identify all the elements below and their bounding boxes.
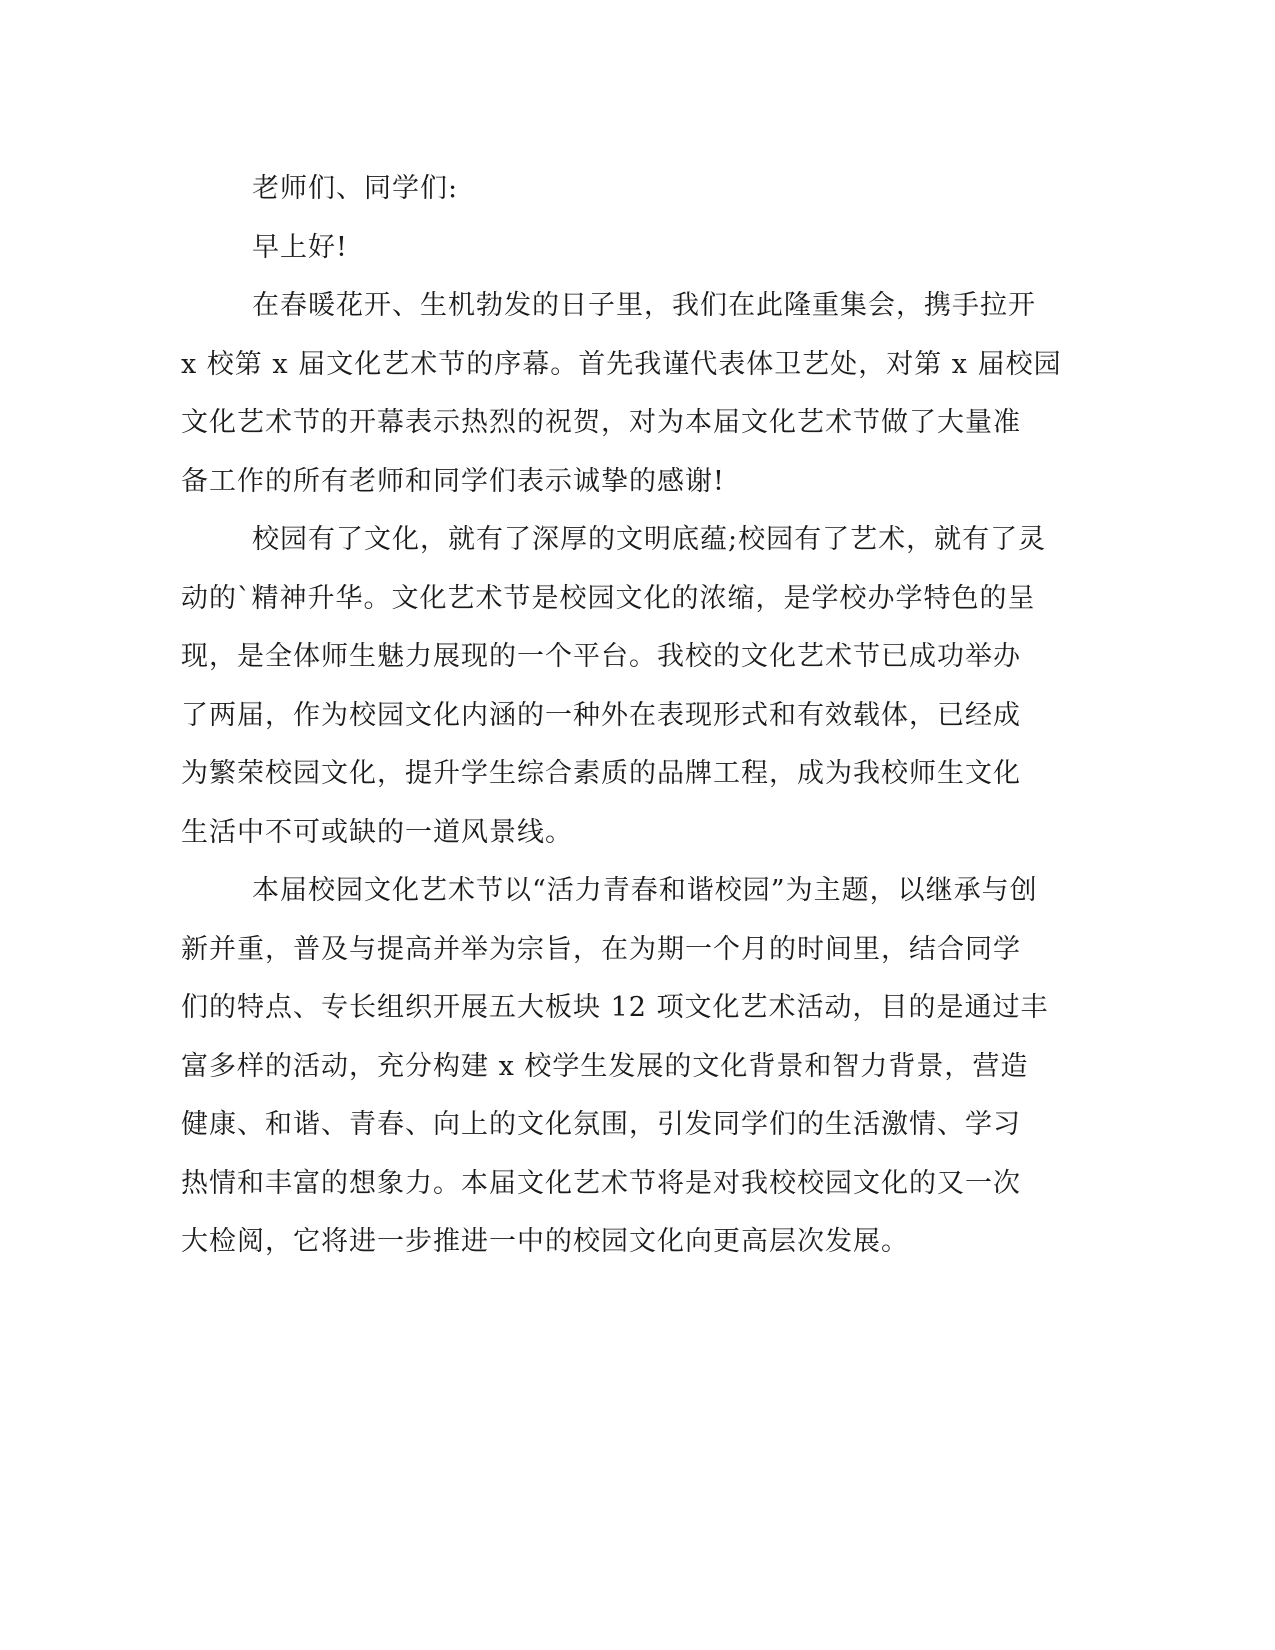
paragraph-2-line-1: 校园有了文化，就有了深厚的文明底蕴;校园有了艺术，就有了灵 — [252, 524, 1047, 555]
paragraph-2-line-5: 为繁荣校园文化，提升学生综合素质的品牌工程，成为我校师生文化 — [181, 758, 1021, 789]
paragraph-3-line-2: 新并重，普及与提高并举为宗旨，在为期一个月的时间里，结合同学 — [181, 933, 1021, 965]
paragraph-3-line-6: 热情和丰富的想象力。本届文化艺术节将是对我校校园文化的又一次 — [181, 1167, 1021, 1199]
paragraph-3-line-4: 富多样的活动，充分构建 x 校学生发展的文化背景和智力背景，营造 — [181, 1050, 1029, 1082]
paragraph-1-line-4: 备工作的所有老师和同学们表示诚挚的感谢! — [181, 465, 725, 497]
paragraph-2-line-3: 现，是全体师生魅力展现的一个平台。我校的文化艺术节已成功举办 — [181, 641, 1021, 672]
paragraph-1-line-3: 文化艺术节的开幕表示热烈的祝贺，对为本届文化艺术节做了大量准 — [181, 407, 1021, 438]
paragraph-3-line-1: 本届校园文化艺术节以“活力青春和谐校园”为主题，以继承与创 — [252, 875, 1038, 906]
greeting-line: 早上好! — [252, 231, 348, 263]
document-body — [181, 160, 1062, 1272]
paragraph-1-line-2: x 校第 x 届文化艺术节的序幕。首先我谨代表体卫艺处，对第 x 届校园 — [181, 348, 1062, 380]
paragraph-2-line-6: 生活中不可或缺的一道风景线。 — [181, 816, 573, 848]
paragraph-3-line-5: 健康、和谐、青春、向上的文化氛围，引发同学们的生活激情、学习 — [181, 1109, 1021, 1140]
paragraph-3-line-3: 们的特点、专长组织开展五大板块 12 项文化艺术活动，目的是通过丰 — [181, 992, 1049, 1023]
paragraph-1-line-1: 在春暖花开、生机勃发的日子里，我们在此隆重集会，携手拉开 — [252, 290, 1036, 321]
paragraph-3-line-7: 大检阅，它将进一步推进一中的校园文化向更高层次发展。 — [181, 1226, 909, 1257]
paragraph-2-line-2: 动的`精神升华。文化艺术节是校园文化的浓缩，是学校办学特色的呈 — [181, 582, 1036, 614]
salutation-line: 老师们、同学们: — [252, 173, 459, 204]
paragraph-2-line-4: 了两届，作为校园文化内涵的一种外在表现形式和有效载体，已经成 — [181, 699, 1021, 731]
